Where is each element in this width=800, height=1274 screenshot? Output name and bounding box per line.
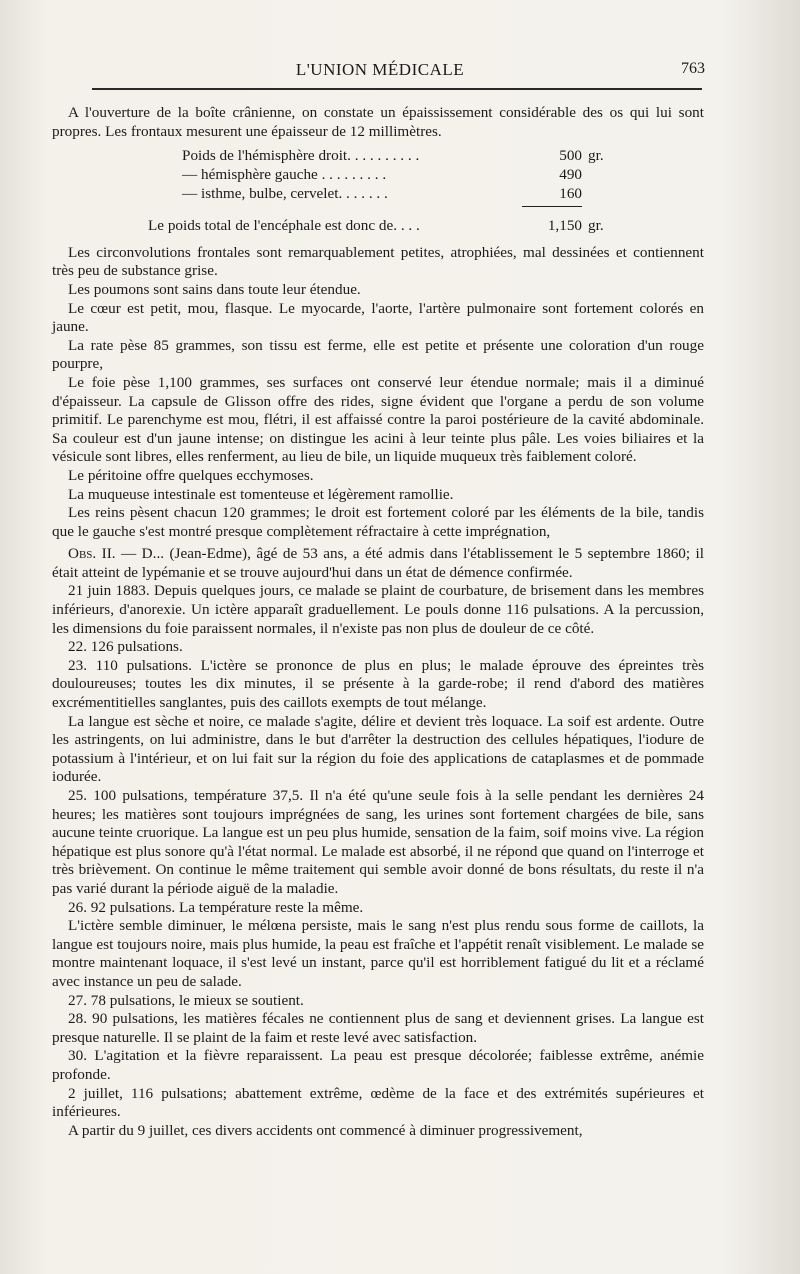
weights-row-label: Poids de l'hémisphère droit. . . . . . . . . .: [182, 147, 420, 165]
paragraph: 28. 90 pulsations, les matières fécales ne contiennent plus de sang et deviennent grises. La langue est presque naturelle. Il se plaint de la faim et reste levé avec satisfaction.: [52, 1010, 704, 1046]
weights-row: [52, 147, 704, 166]
header-rule: [92, 88, 702, 90]
running-title: L'UNION MÉDICALE: [295, 60, 465, 79]
sum-rule: [522, 206, 582, 207]
weights-row-value: 500: [559, 147, 582, 165]
paragraph: La langue est sèche et noire, ce malade s'agite, délire et devient très loquace. La soif est ardente. Outre les astringents, on lui administre, dans le but d'arrêter la destruction des cellules hépatiques, l'iodure de potassium à l'intérieur, et on lui fait sur la région du foie des applications de cataplasmes et de pommade iodurée.: [52, 712, 704, 786]
paragraph: Le cœur est petit, mou, flasque. Le myocarde, l'aorte, l'artère pulmonaire sont fortement colorés en jaune.: [52, 299, 704, 336]
paragraph: A l'ouverture de la boîte crânienne, on constate un épaississement considérable des os qui lui sont propres. Les frontaux mesurent une épaisseur de 12 millimètres.: [52, 104, 704, 140]
weights-row-label: — isthme, bulbe, cervelet. . . . . . .: [182, 185, 388, 203]
weights-row-unit: [582, 166, 588, 185]
weights-total-unit: gr.: [588, 217, 604, 235]
weights-total: [52, 217, 704, 236]
paragraph: 21 juin 1883. Depuis quelques jours, ce malade se plaint de courbature, de brisement dans les membres inférieurs, d'anorexie. Un ictère apparaît graduellement. Le pouls donne 116 pulsations. A la percussion, les dimensions du foie paraissent normales, il n'existe pas non plus de douleur de ce côté.: [52, 582, 704, 637]
paragraph: Le foie pèse 1,100 grammes, ses surfaces ont conservé leur étendue normale; mais il a diminué d'épaisseur. La capsule de Glisson offre des rides, signe évident que l'organe a perdu de son volume primitif. Le parenchyme est mou, flétri, il est affaissé contre la paroi postérieure de la cavité abdominale. Sa couleur est d'un jaune intense; on distingue les acini à leur teinte plus pâle. Les voies biliaires et la vésicule sont libres, elles renferment, au lieu de bile, un liquide muqueux très faiblement coloré.: [52, 373, 704, 466]
page-number: 763: [681, 60, 705, 77]
paragraph: 22. 126 pulsations.: [68, 638, 183, 656]
weights-row-label: — hémisphère gauche . . . . . . . . .: [182, 166, 387, 184]
weights-row-unit: gr.: [588, 147, 604, 165]
weights-row-value: 160: [559, 185, 582, 203]
observation-text: — D... (Jean-Edme), âgé de 53 ans, a été admis dans l'établissement le 5 septembre 1860; il était atteint de lypémanie et se trouve aujourd'hui dans un état de démence confirmée.: [52, 545, 704, 581]
paragraph: Le péritoine offre quelques ecchymoses.: [68, 466, 314, 484]
observation-paragraph: [52, 545, 704, 582]
weights-row-unit: [582, 185, 588, 204]
paragraph: 26. 92 pulsations. La température reste la même.: [68, 898, 364, 916]
paragraph: 2 juillet, 116 pulsations; abattement extrême, œdème de la face et des extrémités supérieures et inférieures.: [52, 1084, 704, 1121]
paragraph: A partir du 9 juillet, ces divers accidents ont commencé à diminuer progressivement,: [68, 1121, 583, 1139]
weights-row: [52, 185, 704, 204]
weights-row-value: 490: [559, 166, 582, 184]
body-text: [52, 104, 704, 1140]
paragraph: 23. 110 pulsations. L'ictère se prononce de plus en plus; le malade éprouve des épreintes très douloureuses; toutes les dix minutes, il se présente à la garde-robe; il rend d'abord des matières excrémentitielles sanglantes, puis des caillots exempts de tout mélange.: [52, 656, 704, 712]
page-header: [55, 58, 705, 84]
paragraph: 25. 100 pulsations, température 37,5. Il n'a été qu'une seule fois à la selle pendant les dernières 24 heures; les matières sont toujours imprégnées de sang, les urines sont fortement chargées de bile, sans aucune teinte cruorique. La langue est un peu plus humide, sensation de la faim, soif moins vive. La région hépatique est plus sonore qu'à l'état normal. Le malade est absorbé, il ne répond que quand on l'interroge et très brièvement. On continue le même traitement qui semble avoir donné de bons résultats, du reste il n'a pas varié durant la période aiguë de la maladie.: [52, 787, 704, 897]
paragraph: 30. L'agitation et la fièvre reparaissent. La peau est presque décolorée; faiblesse extrême, anémie profonde.: [52, 1047, 704, 1083]
weights-total-label: Le poids total de l'encéphale est donc de. . . .: [148, 217, 420, 235]
paragraph: L'ictère semble diminuer, le mélœna persiste, mais le sang n'est plus rendu sous forme de caillots, la langue est toujours noire, mais plus humide, la peau est fraîche et l'appétit renaît visiblement. Le malade se montre maintenant loquace, il s'est levé un instant, parce qu'il est horriblement fatigué du lit et a réclamé avec instance un peu de salade.: [52, 917, 704, 990]
weights-table: [52, 147, 704, 236]
paragraph: Les circonvolutions frontales sont remarquablement petites, atrophiées, mal dessinées et contiennent très peu de substance grise.: [52, 243, 704, 280]
weights-row: [52, 166, 704, 185]
observation-label: Obs. II.: [68, 545, 116, 563]
weights-total-value: 1,150: [547, 217, 582, 235]
paragraph: La muqueuse intestinale est tomenteuse et légèrement ramollie.: [68, 485, 454, 503]
paragraph: Les poumons sont sains dans toute leur étendue.: [68, 280, 361, 298]
paragraph: 27. 78 pulsations, le mieux se soutient.: [68, 991, 304, 1009]
paragraph: Les reins pèsent chacun 120 grammes; le droit est fortement coloré par les éléments de la bile, tandis que le gauche s'est montré presque complètement réfractaire à cette imprégnation,: [52, 504, 704, 540]
paragraph: La rate pèse 85 grammes, son tissu est ferme, elle est petite et présente une coloration d'un rouge pourpre,: [52, 336, 704, 373]
